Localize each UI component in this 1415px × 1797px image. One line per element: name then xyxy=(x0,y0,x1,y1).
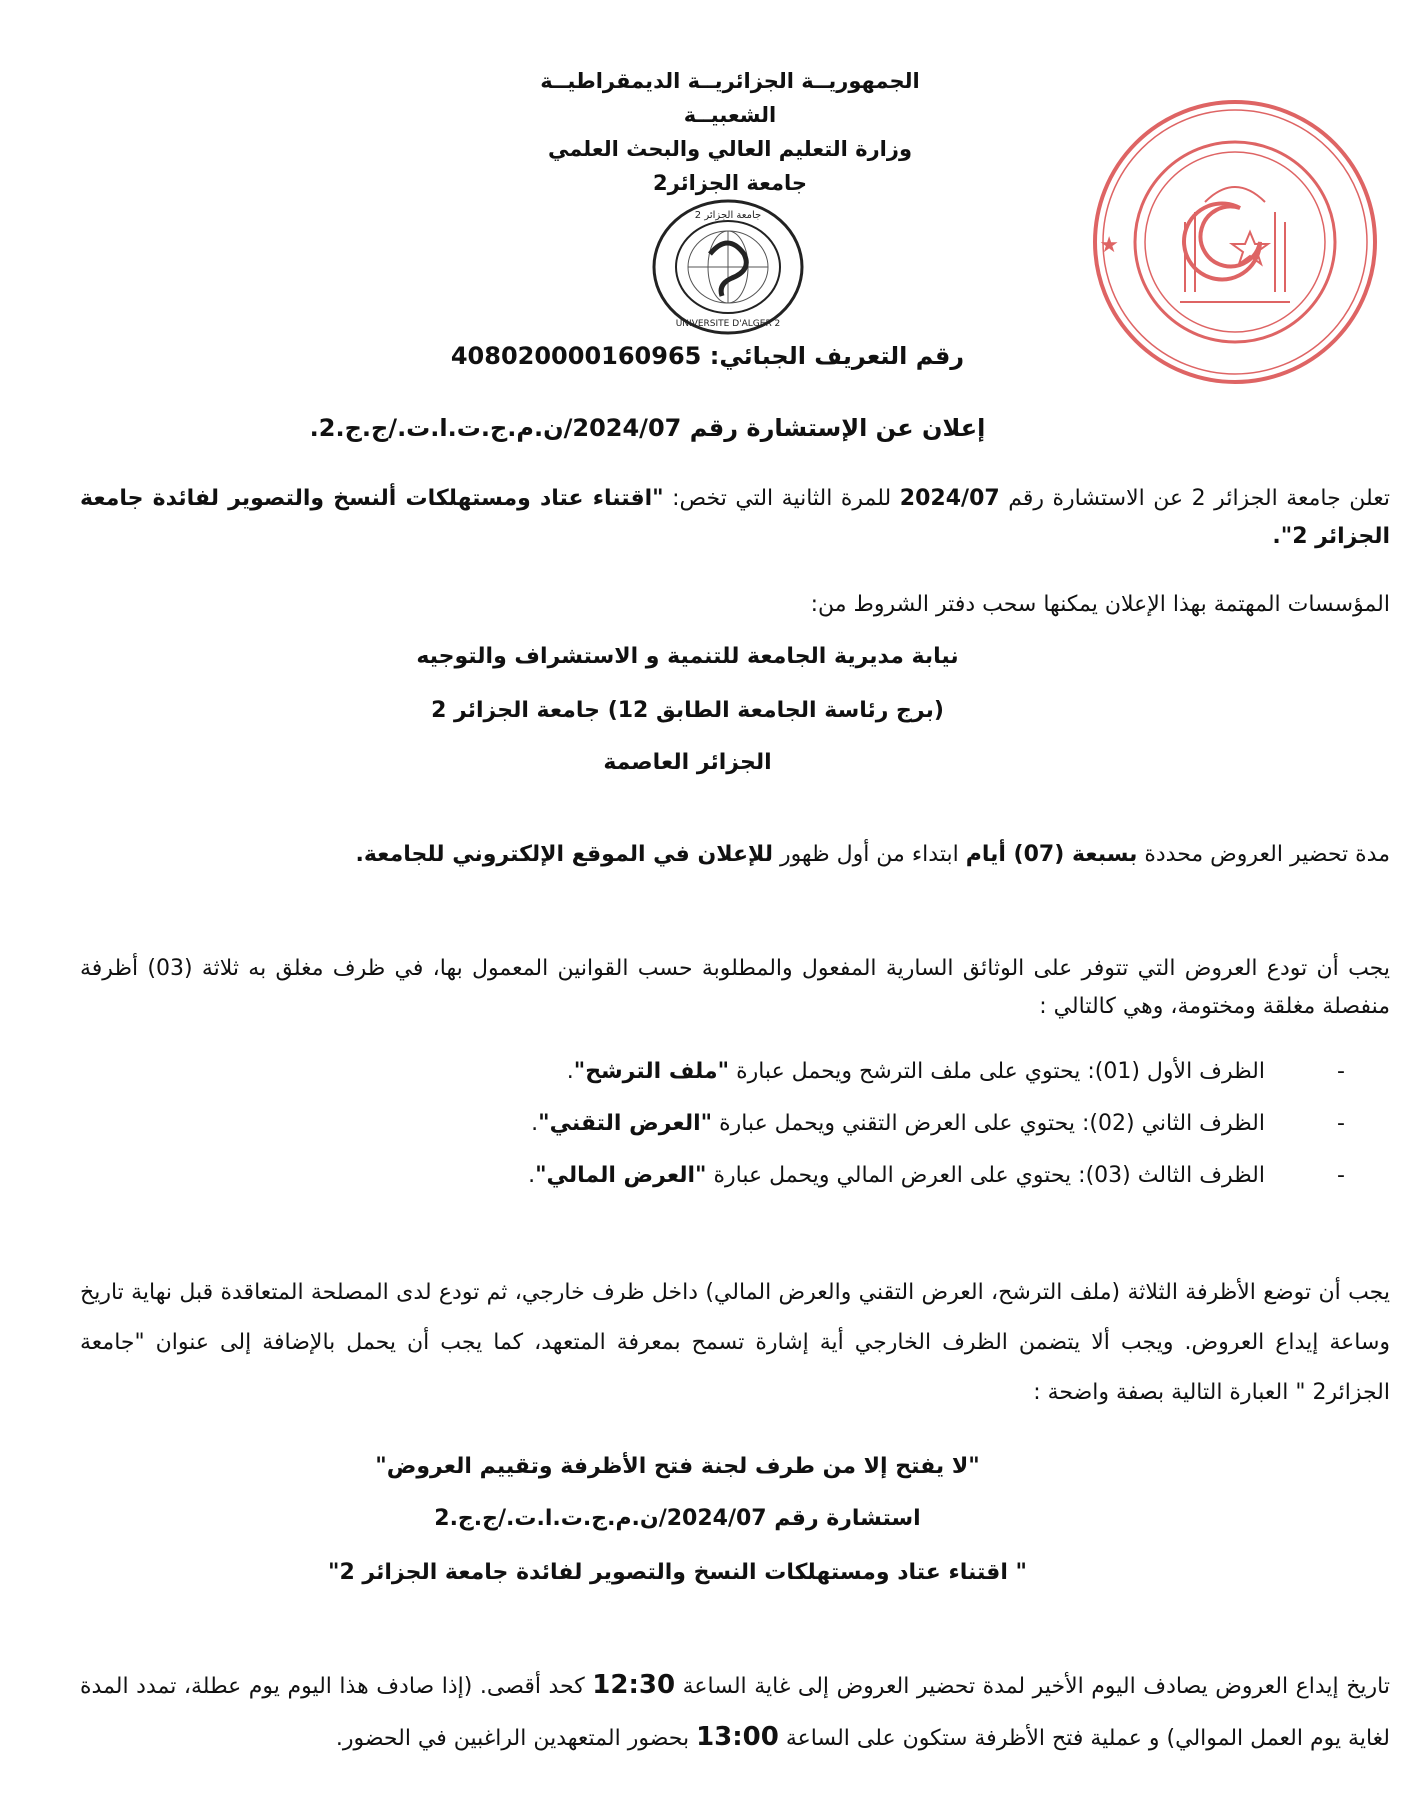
envelope-1-text: الظرف الأول (01): يحتوي على ملف الترشح ويحمل عبارة xyxy=(729,1059,1265,1084)
intro-paragraph xyxy=(80,480,1390,556)
interested-line: المؤسسات المهتمة بهذا الإعلان يمكنها سحب دفتر الشروط من: xyxy=(810,592,1390,617)
consultation-subject: "اقتناء عتاد ومستهلكات ألنسخ والتصوير لفائدة جامعة الجزائر 2". xyxy=(80,486,1390,549)
address-line-1: نيابة مديرية الجامعة للتنمية و الاستشراف والتوجيه xyxy=(416,644,959,669)
list-dash: - xyxy=(1337,1163,1345,1188)
deposit-text-2: كحد أقصى. (إذا صادف هذا اليوم يوم عطلة، تمدد المدة لغاية يوم العمل الموالي) و عملية فتح الأظرفة ستكون على الساعة xyxy=(80,1674,1390,1751)
label-line-3: " اقتناء عتاد ومستهلكات النسخ والتصوير لفائدة جامعة الجزائر 2" xyxy=(327,1560,1028,1585)
deposit-paragraph xyxy=(80,1660,1390,1764)
list-dash: - xyxy=(1337,1059,1345,1084)
envelope-2-end: . xyxy=(531,1111,539,1136)
list-dash: - xyxy=(1337,1111,1345,1136)
envelope-3-text: الظرف الثالث (03): يحتوي على العرض المالي ويحمل عبارة xyxy=(706,1163,1265,1188)
tax-id-value: 408020000160965 xyxy=(450,342,702,370)
logo-top-text: جامعة الجزائر 2 xyxy=(694,210,762,221)
outer-envelope-paragraph: يجب أن توضع الأظرفة الثلاثة (ملف الترشح، العرض التقني والعرض المالي) داخل ظرف خارجي، ثم تودع لدى المصلحة المتعاقدة قبل نهاية تاريخ وساعة إيداع العروض. ويجب ألا يتضمن الظرف الخارجي أية إشارة تسمح بمعرفة المتعهد، كما يجب أن يحمل بالإضافة إلى عنوان "جامعة الجزائر2 " العبارة التالية بصفة واضحة : xyxy=(80,1280,1390,1405)
address-line-3: الجزائر العاصمة xyxy=(603,750,772,775)
letterhead xyxy=(500,64,960,200)
tax-id-label: رقم التعريف الجبائي: xyxy=(701,342,965,370)
deposit-text-1: تاريخ إيداع العروض يصادف اليوم الأخير لمدة تحضير العروض إلى غاية الساعة xyxy=(675,1674,1390,1699)
tax-id xyxy=(0,342,1415,370)
announcement-title: إعلان عن الإستشارة رقم 2024/07/ن.م.ج.ت.ا.ت./ج.ج.2. xyxy=(309,414,986,442)
opening-time: 13:00 xyxy=(696,1722,779,1752)
envelopes-intro: يجب أن تودع العروض التي تتوفر على الوثائق السارية المفعول والمطلوبة حسب القوانين المعمول بها، في ظرف مغلق به ثلاثة (03) أظرفة منفصلة مغلقة ومختومة، وهي كالتالي : xyxy=(80,956,1390,1019)
duration-text-2: ابتداء من أول ظهور xyxy=(772,842,966,867)
duration-website: للإعلان في الموقع الإلكتروني للجامعة. xyxy=(355,842,773,867)
svg-text:جامعة الجزائر 2 - نائب مدير ال xyxy=(1085,92,1097,97)
envelope-3-label: "العرض المالي" xyxy=(535,1163,707,1188)
duration-text-1: مدة تحضير العروض محددة xyxy=(1137,842,1390,867)
address-line-2: (برج رئاسة الجامعة الطابق 12) جامعة الجزائر 2 xyxy=(431,698,944,723)
envelope-3-end: . xyxy=(528,1163,536,1188)
logo-bottom-text: UNIVERSITE D'ALGER 2 xyxy=(675,319,781,329)
deposit-text-3: بحضور المتعهدين الراغبين في الحضور. xyxy=(335,1726,697,1751)
envelope-2-label: "العرض التقني" xyxy=(538,1111,713,1136)
duration-days: بسبعة (07) أيام xyxy=(965,842,1138,867)
stamp-ring-text xyxy=(1085,92,1097,97)
university-seal-icon xyxy=(648,192,808,342)
republic-name: الجمهوريــة الجزائريــة الديمقراطيــة الشعبيــة xyxy=(540,69,920,127)
envelope-1-label: "ملف الترشح" xyxy=(573,1059,730,1084)
label-line-2: استشارة رقم 2024/07/ن.م.ج.ت.ا.ت./ج.ج.2 xyxy=(434,1506,921,1531)
intro-text-1: تعلن جامعة الجزائر 2 عن الاستشارة رقم xyxy=(999,486,1391,511)
svg-text:★: ★ xyxy=(1099,233,1119,258)
intro-text-2: للمرة الثانية التي تخص: xyxy=(663,486,900,511)
university-logo xyxy=(648,192,808,342)
label-line-1: "لا يفتح إلا من طرف لجنة فتح الأظرفة وتقييم العروض" xyxy=(375,1454,980,1479)
university-name: جامعة الجزائر2 xyxy=(653,171,807,195)
envelope-2-text: الظرف الثاني (02): يحتوي على العرض التقني ويحمل عبارة xyxy=(712,1111,1265,1136)
ministry-name: وزارة التعليم العالي والبحث العلمي xyxy=(547,137,913,161)
duration-paragraph xyxy=(80,836,1390,874)
deposit-time: 12:30 xyxy=(592,1670,676,1700)
consultation-number: 2024/07 xyxy=(899,486,1000,511)
envelope-1-end: . xyxy=(566,1059,574,1084)
